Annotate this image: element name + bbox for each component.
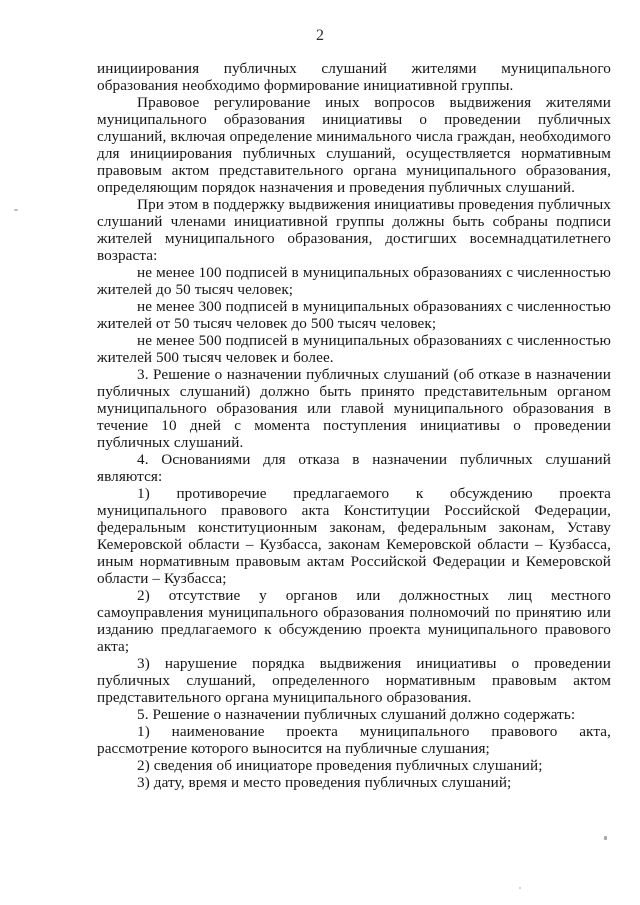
paragraph: 3) нарушение порядка выдвижения инициативы о проведении публичных слушаний, определенного нормативным правовым актом представительного органа муниципального образования. [97, 655, 611, 706]
paragraph: 1) противоречие предлагаемого к обсуждению проекта муниципального правового акта Конституции Российской Федерации, федеральным конституционным законам, федеральным законам, Уставу Кемеровской области – Кузбасса, законам Кемеровской области – Кузбасса, иным нормативным правовым актам Российской Федерации и Кемеровской области – Кузбасса; [97, 485, 611, 587]
page-number: 2 [316, 27, 324, 44]
paragraph: При этом в поддержку выдвижения инициативы проведения публичных слушаний членами инициативной группы должны быть собраны подписи жителей муниципального образования, достигших восемнадцатилетнего возраста: [97, 196, 611, 264]
paragraph: 1) наименование проекта муниципального правового акта, рассмотрение которого выносится на публичные слушания; [97, 723, 611, 757]
paragraph: не менее 100 подписей в муниципальных образованиях с численностью жителей до 50 тысяч человек; [97, 264, 611, 298]
document-body [97, 60, 611, 791]
paragraph: 2) сведения об инициаторе проведения публичных слушаний; [137, 757, 543, 774]
paragraph: 4. Основаниями для отказа в назначении публичных слушаний являются: [97, 451, 611, 485]
paragraph: 5. Решение о назначении публичных слушаний должно содержать: [137, 706, 576, 723]
paragraph: 3. Решение о назначении публичных слушаний (об отказе в назначении публичных слушаний) должно быть принято представительным органом муниципального образования или главой муниципального образования в течение 10 дней с момента поступления инициативы о проведении публичных слушаний. [97, 366, 611, 451]
paragraph: не менее 300 подписей в муниципальных образованиях с численностью жителей от 50 тысяч человек до 500 тысяч человек; [97, 298, 611, 332]
scan-speck [604, 836, 607, 840]
paragraph: 3) дату, время и место проведения публичных слушаний; [137, 774, 512, 791]
paragraph: инициирования публичных слушаний жителями муниципального образования необходимо формирование инициативной группы. [97, 60, 611, 94]
scan-speck [14, 209, 18, 211]
paragraph: не менее 500 подписей в муниципальных образованиях с численностью жителей 500 тысяч человек и более. [97, 332, 611, 366]
paragraph: 2) отсутствие у органов или должностных лиц местного самоуправления муниципального образования полномочий по принятию или изданию предлагаемого к обсуждению проекта муниципального правового акта; [97, 587, 611, 655]
scan-speck [519, 887, 521, 889]
paragraph: Правовое регулирование иных вопросов выдвижения жителями муниципального образования инициативы о проведении публичных слушаний, включая определение минимального числа граждан, необходимого для инициирования публичных слушаний, осуществляется нормативным правовым актом представительного органа муниципального образования, определяющим порядок назначения и проведения публичных слушаний. [97, 94, 611, 196]
